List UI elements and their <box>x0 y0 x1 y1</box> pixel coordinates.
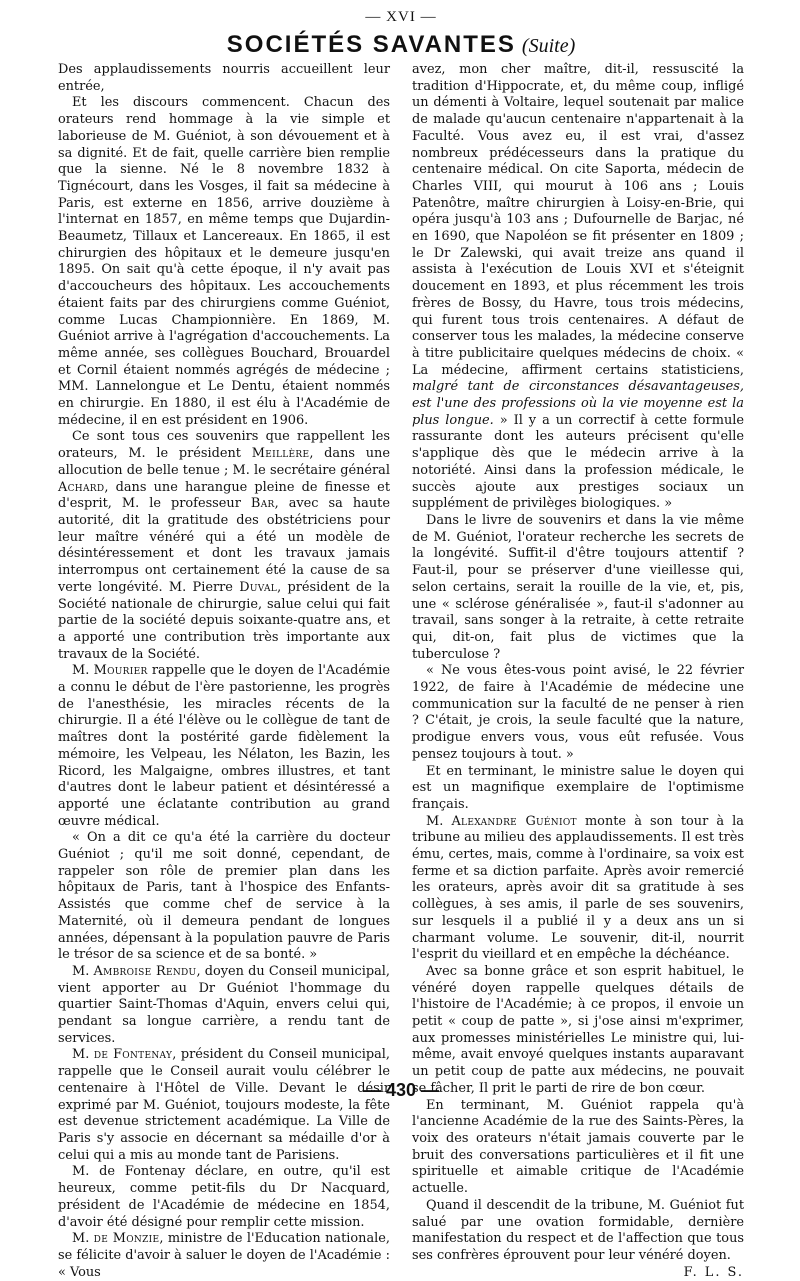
speaker-name: Ambroise Rendu <box>93 963 197 979</box>
paragraph: Et les discours commencent. Chacun des orateurs rend hommage à la vie simple et laborieuse de M. Guéniot, à son dévouement et à sa dignité. Et de fait, quelle carrière bien remplie que la sienne. Né le 8 novembre 1832 à Tignécourt, dans les Vosges, il fait sa médecine à Paris, est externe en 1856, arrive douzième à l'internat en 1857, en même temps que Dujardin-Beaumetz, Tillaux et Lancereaux. En 1865, il est chirurgien des hôpitaux et le demeure jusqu'en 1895. On sait qu'à cette époque, il n'y avait pas d'accoucheurs des hôpitaux. Les accouchements étaient faits par des chirurgiens comme Guéniot, comme Lucas Championnière. En 1869, M. Guéniot arrive à l'agrégation d'accouchements. La même année, ses collègues Bouchard, Brouardel et Cornil étaient nommés agrégés de médecine ; MM. Lannelongue et Le Dentu, étaient nommés en chirurgie. En 1880, il est élu à l'Académie de médecine, il en est président en 1906. <box>58 95 390 428</box>
paragraph: Et en terminant, le ministre salue le doyen qui est un magnifique exemplaire de l'optimisme français. <box>412 763 744 812</box>
paragraph: M. Mourier rappelle que le doyen de l'Académie a connu le début de l'ère pastorienne, les progrès de l'anesthésie, les miracles récents de la chirurgie. Il a été l'élève ou le collègue de tant de maîtres dont la postérité garde fidèlement la mémoire, les Velpeau, les Nélaton, les Bazin, les Ricord, les Malgaigne, ombres illustres, et tant d'autres dont le labeur patient et désintéressé a apporté une éclatante contribution au grand œuvre médical. <box>58 663 390 829</box>
paragraph: Avec sa bonne grâce et son esprit habituel, le vénéré doyen rappelle quelques détails de l'histoire de l'Académie; à ce propos, il envoie un petit « coup de patte », si j'ose ainsi m'exprimer, aux promesses ministérielles Le ministre qui, lui-même, avait envoyé quelques instants auparavant un petit coup de patte aux médecins, ne pouvait se fâcher, Il prit le parti de rire de bon cœur. <box>412 963 744 1096</box>
paragraph: Dans le livre de souvenirs et dans la vie même de M. Guéniot, l'orateur recherche les secrets de la longévité. Suffit-il d'être toujours attentif ? Faut-il, pour se préserver d'une vieillesse qui, selon certains, serait la rouille de la vie, et, pis, une « sclérose généralisée », faut-il s'adonner au travail, sans songer à la retraite, à cette retraite qui, dit-on, fait plus de victimes que la tuberculose ? <box>412 512 744 662</box>
paragraph: Ce sont tous ces souvenirs que rappellent les orateurs, M. le président Meillère, dans une allocution de belle tenue ; M. le secrétaire général Achard, dans une harangue pleine de finesse et d'esprit, M. le professeur Bar, avec sa haute autorité, dit la gratitude des obstétriciens pour leur maître vénéré qui a été un modèle de désintéressement et dont les travaux jamais interrompus ont certainement été la cause de sa verte longévité. M. Pierre Duval, président de la Société nationale de chirurgie, salue celui qui fait partie de la société depuis soixante-quatre ans, et a apporté une contribution très importante aux travaux de la Société. <box>58 429 390 662</box>
right-column <box>412 62 744 1280</box>
paragraph: M. Alexandre Guéniot monte à son tour à la tribune au milieu des applaudissements. Il est très ému, certes, mais, comme à l'ordinaire, sa voix est ferme et sa diction parfaite. Après avoir remercié les orateurs, après avoir dit sa gratitude à ses collègues, à ses amis, il parle de ses souvenirs, sur lesquels il a publié il y a deux ans un si charmant volume. Le souvenir, dit-il, nourrit l'esprit du vieillard et en empêche la déchéance. <box>412 813 744 963</box>
roman-page-number: — XVI — <box>365 9 437 25</box>
left-column <box>58 62 390 1280</box>
speaker-name: Meillère <box>251 446 310 462</box>
speaker-name: Alexandre Guéniot <box>451 813 577 829</box>
speaker-name: Bar <box>250 496 275 512</box>
paragraph: En terminant, M. Guéniot rappela qu'à l'ancienne Académie de la rue des Saints-Pères, la voix des orateurs n'était jamais couverte par le bruit des conversations particulières et il fit une spirituelle et aimable critique de l'Académie actuelle. <box>412 1097 744 1197</box>
signature: F. L. S. <box>683 1264 744 1280</box>
paragraph: « On a dit ce qu'a été la carrière du docteur Guéniot ; qu'il me soit donné, cependant, de rappeler son rôle de premier plan dans les hôpitaux de Paris, tant à l'hospice des Enfants-Assistés que comme chef de service à la Maternité, où il demeura pendant de longues années, dépensant à la population pauvre de Paris le trésor de sa science et de sa bonté. » <box>58 830 390 963</box>
paragraph: « Ne vous êtes-vous point avisé, le 22 février 1922, de faire à l'Académie de médecine une communication sur la faculté de ne penser à rien ? C'était, je crois, la seule faculté que la nature, prodigue envers vous, vous eût refusée. Vous pensez toujours à tout. » <box>412 663 744 762</box>
paragraph: M. de Fontenay, président du Conseil municipal, rappelle que le Conseil aurait voulu célébrer le centenaire à l'Hôtel de Ville. Devant le désir exprimé par M. Guéniot, toujours modeste, la fête est devenue strictement académique. La Ville de Paris s'y associe en décernant sa médaille d'or à celui qui a mis au monde tant de Parisiens. <box>58 1047 390 1163</box>
speaker-name: Duval <box>239 579 278 595</box>
paragraph: M. Ambroise Rendu, doyen du Conseil municipal, vient apporter au Dr Guéniot l'hommage du quartier Saint-Thomas d'Aquin, envers celui qui, pendant sa longue carrière, a rendu tant de services. <box>58 963 390 1046</box>
page-number: — 430 — <box>362 1080 440 1100</box>
paragraph: M. de Monzie, ministre de l'Education nationale, se félicite d'avoir à saluer le doyen de l'Académie : « Vous <box>58 1231 390 1280</box>
speaker-name: Mourier <box>93 663 148 679</box>
paragraph: Quand il descendit de la tribune, M. Guéniot fut salué par une ovation formidable, dernière manifestation du respect et de l'affection que tous ses confrères éprouvent pour leur vénéré doyen. F. L. S. <box>412 1197 744 1280</box>
section-title-main: SOCIÉTÉS SAVANTES <box>226 31 516 58</box>
speaker-name: Achard <box>58 479 105 495</box>
italic-quote: malgré tant de circonstances désavantageuses, est l'une des professions où la vie moyenne est la plus longue. <box>412 379 744 428</box>
paragraph: Des applaudissements nourris accueillent leur entrée, <box>58 62 390 94</box>
section-title-suite: (Suite) <box>521 35 576 57</box>
speaker-name: de Monzie <box>93 1231 160 1247</box>
section-title <box>58 28 744 62</box>
paragraph: avez, mon cher maître, dit-il, ressuscité la tradition d'Hippocrate, et, du même coup, infligé un démenti à Voltaire, lequel soutenait par malice de malade qu'aucun centenaire n'appartenait à la Faculté. Vous avez eu, il est vrai, d'assez nombreux prédécesseurs dans la pratique du centenaire médical. On cite Saporta, médecin de Charles VIII, qui mourut à 106 ans ; Louis Patenôtre, maître chirurgien à Loisy-en-Brie, qui opéra jusqu'à 103 ans ; Dufournelle de Barjac, né en 1690, que Napoléon se fit présenter en 1809 ; le Dr Zalewski, qui avait treize ans quand il assista à l'exécution de Louis XVI et s'éteignit doucement en 1893, et plus récemment les trois frères de Bossy, du Havre, tous trois médecins, qui furent tous trois centenaires. A défaut de conserver tous les malades, la médecine conserve à titre publicitaire quelques médecins de choix. « La médecine, affirment certains statisticiens, malgré tant de circonstances désavantageuses, est l'une des professions où la vie moyenne est la plus longue. » Il y a un correctif à cette formule rassurante dont les auteurs précisent qu'elle s'applique dès que le médecin arrive à la notoriété. Ainsi dans la profession médicale, le succès ajoute aux prestiges sociaux un supplément de privilèges biologiques. » <box>412 62 744 512</box>
paragraph: M. de Fontenay déclare, en outre, qu'il est heureux, comme petit-fils du Dr Nacquard, président de l'Académie de médecine en 1854, d'avoir été désigné pour remplir cette mission. <box>58 1164 390 1230</box>
speaker-name: de Fontenay <box>93 1047 173 1063</box>
